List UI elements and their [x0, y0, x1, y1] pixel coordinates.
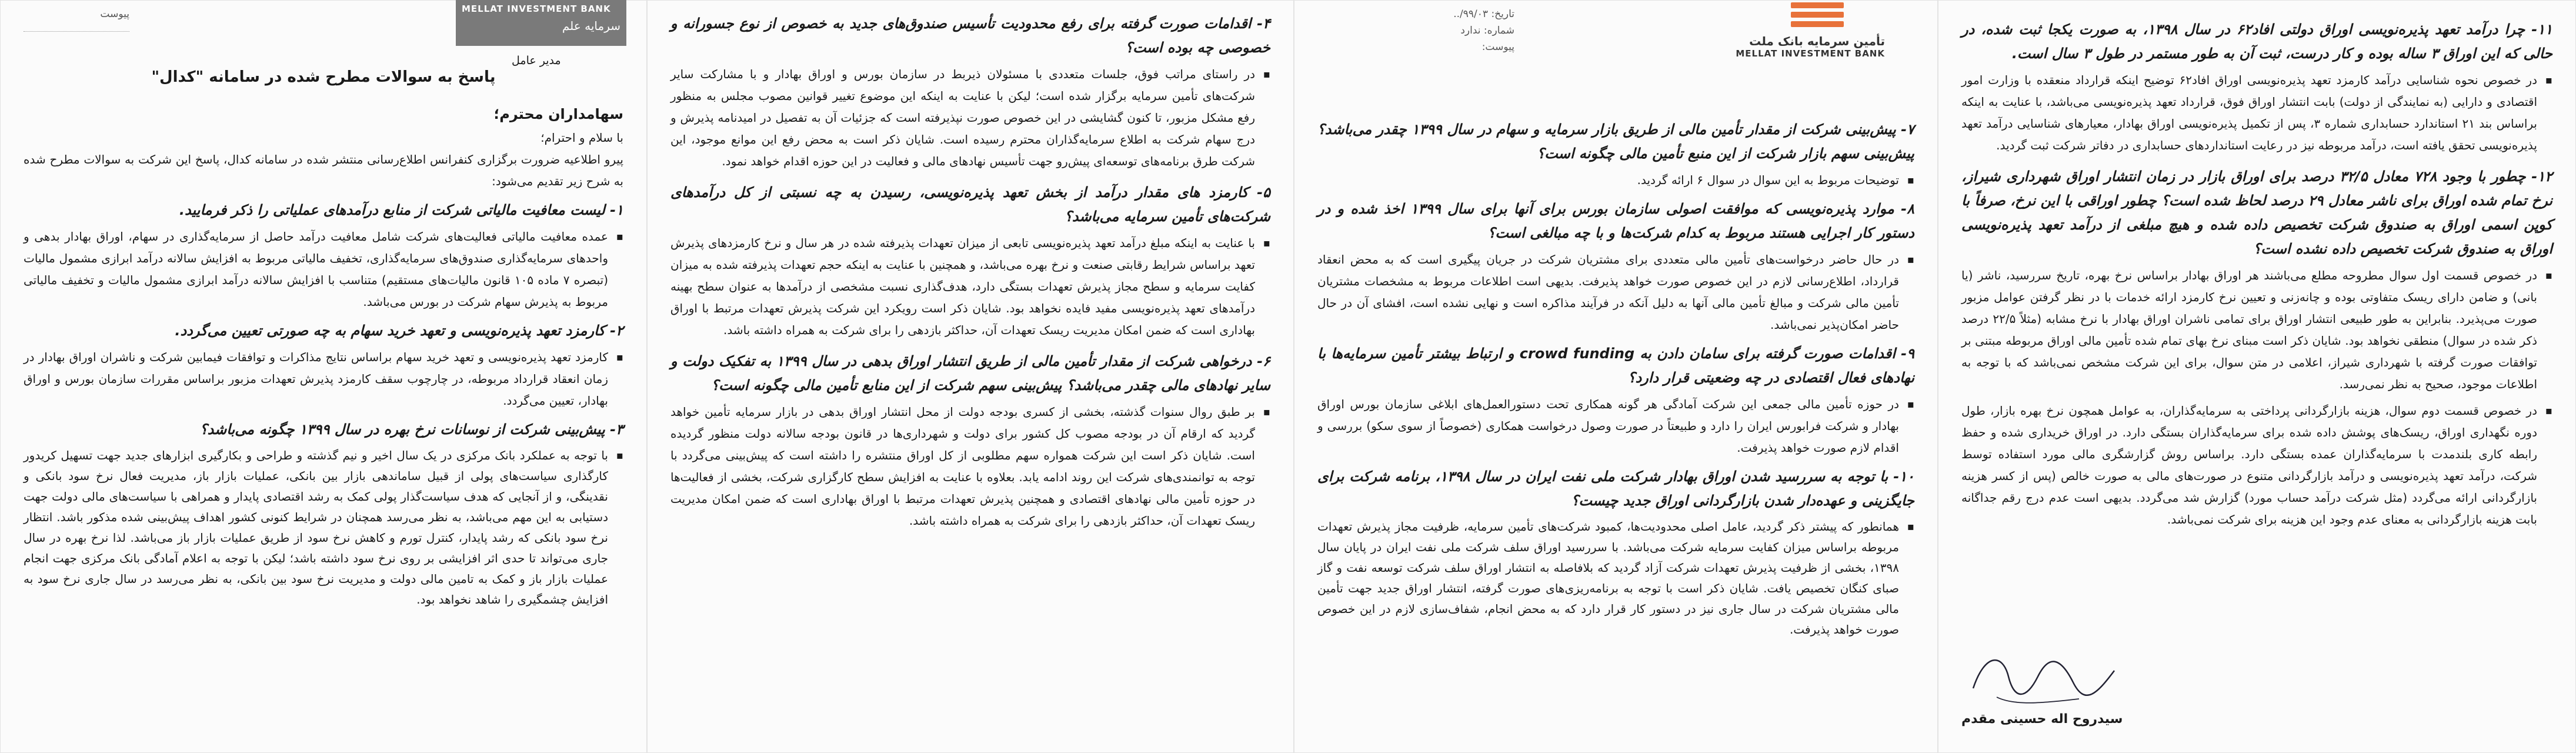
date-label: تاریخ: — [1491, 8, 1514, 20]
bank-name-fa: سرمایه علم — [562, 19, 620, 33]
answer-2: ▪ کارمزد تعهد پذیره‌نویسی و تعهد خرید سهام براساس نتایج مذاکرات و توافقات فیمابین شرکت و ناشران اوراق بهادار در زمان انعقاد قرارداد مربوطه، در چارچوب سقف کارمزد پذیرش تعهدات مزبور براساس مقررات سازمان بورس و اوراق بهادار، تعیین می‌گردد. — [24, 346, 623, 412]
page-title: پاسخ به سوالات مطرح شده در سامانه "کدال" — [151, 68, 496, 86]
document-page-2 — [647, 0, 1294, 753]
bank-logo — [456, 0, 626, 46]
attachment-label: پیوست: — [1481, 41, 1514, 53]
question-5: ۵- کارمزد های مقدار درآمد از بخش تعهد پذیره‌نویسی، رسیدن به چه نسبتی از کل درآمدهای شرکت‌های تأمین سرمایه می‌باشد؟ — [670, 184, 1270, 225]
question-9: ۹- اقدامات صورت گرفته برای سامان دادن به crowd funding و ارتباط بیشتر تأمین سرمایه‌ها با نهادهای فعال اقتصادی در چه وضعیتی قرار دارد؟ — [1317, 345, 1914, 386]
salutation: با سلام و احترام؛ — [540, 131, 623, 145]
answer-8: ▪ در حال حاضر درخواست‌های تأمین مالی متعددی برای مشتریان شرکت در جریان پیگیری است که به محض انعقاد قرارداد، اطلاع‌رسانی لازم در این خصوص صورت خواهد پذیرفت. بدیهی است اطلاعات مربوط به مشخصات مشتریان تأمین مالی شرکت و مبالغ تأمین مالی آنها به دلیل آنکه در فرآیند مذاکره است و نهایی نشده است، افشای آن در حال حاضر امکان‌پذیر نمی‌باشد. — [1317, 249, 1914, 336]
answer-5: ▪ با عنایت به اینکه مبلغ درآمد تعهد پذیره‌نویسی تابعی از میزان تعهدات پذیرفته شده در هر سال و نرخ کارمزدهای پذیرش تعهد براساس شرایط رقابتی صنعت و نرخ بهره می‌باشد، و همچنین با عنایت به اینکه حجم تعهدات پذیرفته شده به میزان کفایت سرمایه و سطح مجاز پذیرش تعهدات بستگی دارد، هدف‌گذاری نسبت مشخصی از درآمدها به عنوان سطح بهینه درآمدهای تعهد پذیره‌نویسی مفید فایده نخواهد بود. شایان ذکر است رویکرد این شرکت پذیرش تعهدات مرتبط با اوراق بهاداری است که ضمن امکان مدیریت ریسک تعهدات آن، حداکثر بازدهی را برای شرکت به همراه داشته باشد. — [670, 232, 1270, 341]
question-11: ۱۱- چرا درآمد تعهد پذیره‌نویسی اوراق دولتی افاد۶۲ در سال ۱۳۹۸، به صورت یکجا ثبت شده، در حالی که این اوراق ۳ ساله بوده و کار درست، ثبت آن به طور مستمر در طول ۳ سال است. — [1961, 21, 2553, 62]
manager-label: مدیر عامل — [512, 54, 561, 67]
signer-name: سیدروح اله حسینی مقدم — [1961, 712, 2123, 727]
answer-3: ▪ با توجه به عملکرد بانک مرکزی در یک سال اخیر و نیم گذشته و طراحی و بکارگیری ابزارهای جدید جهت تسهیل کریدور کارگذاری سیاست‌های پولی از قبیل ساماندهی بازار بین بانکی، عملیات بازار باز، مدیریت فعال نرخ سود بانکی و نقدینگی، و از آنجایی که هدف سیاست‌گذار پولی کمک به رشد اقتصادی پایدار و همراهی با سیاست‌های مالی دولت جهت دستیابی به این مهم می‌باشد، به نظر می‌رسد همچنان در شرایط کنونی کشور اهداف پیش‌بینی شده مذکور باشد. انتظار نرخ سود بانکی که رشد پایدار، کنترل تورم و کاهش نرخ سود از طریق عملیات بازار باز می‌باشد. لذا نرخ بهره در سال جاری می‌تواند تا حدی اثر افزایشی بر روی نرخ سود داشته باشد؛ لیکن با توجه به اعلام آمادگی بانک مرکزی جهت انجام عملیات بازار باز و کمک به تامین مالی دولت و مدیریت نرخ سود بین بانکی، به نظر می‌رسد در سال جاری نرخ سود به افزایش چشمگیری را شاهد نخواهد بود. — [24, 445, 623, 610]
answer-9: ▪ در حوزه تأمین مالی جمعی این شرکت آمادگی هر گونه همکاری تحت دستورالعمل‌های ابلاغی سازمان بورس اوراق بهادار و شرکت فرابورس ایران را دارد و طبیعتاً در صورت وصول درخواست همکاری (خصوصاً از سوی سکو) بررسی و اقدام لازم صورت خواهد پذیرفت. — [1317, 394, 1914, 459]
number-label: شماره: — [1483, 25, 1514, 36]
answer-6: ▪ بر طبق روال سنوات گذشته، بخشی از کسری بودجه دولت از محل انتشار اوراق بدهی در بازار سرمایه تأمین خواهد گردید که ارقام آن در بودجه مصوب کل کشور برای دولت و شهرداری‌ها در قانون بودجه سالانه دولت منظور گردیده است. شایان ذکر است این شرکت همواره سهم مطلوبی از کل اوراق منتشره را داشته است که پیش‌بینی می‌گردد با توجه به توانمندی‌های شرکت این روند ادامه یابد. بعلاوه با عنایت به افزایش سطح کارگزاری شرکت، بخشی از فعالیت‌ها در حوزه تأمین مالی نهادهای اقتصادی و همچنین پذیرش تعهدات مرتبط با اوراق بهاداری است که ضمن امکان مدیریت ریسک تعهدات آن، حداکثر بازدهی را برای شرکت به همراه داشته باشد. — [670, 401, 1270, 532]
attachment-field: پیوست — [0, 8, 129, 32]
bank-name-fa: تأمین سرمایه بانک ملت — [1749, 34, 1885, 48]
document-page-3 — [1294, 0, 1938, 753]
answer-1: ▪ عمده معافیت مالیاتی فعالیت‌های شرکت شامل معافیت درآمد حاصل از سرمایه‌گذاری در سهام، اوراق بهادار بدهی و واحدهای سرمایه‌گذاری صندوق‌های سرمایه‌گذاری، تخفیف مالیاتی مربوط به افزایش سالانه درآمد ابرازی مشمول مالیات (تبصره ۷ ماده ۱۰۵ قانون مالیات‌های مستقیم) متناسب با افزایش سالانه درآمد ابرازی مشمول مالیات و تخفیف مالیاتی مربوط به پذیرش سهام شرکت در بورس می‌باشد. — [24, 226, 623, 313]
question-10: ۱۰- با توجه به سررسید شدن اوراق بهادار شرکت ملی نفت ایران در سال ۱۳۹۸، برنامه شرکت برای جایگزینی و عهده‌دار شدن بازارگردانی اوراق جدید چیست؟ — [1317, 468, 1915, 509]
question-7: ۷- پیش‌بینی شرکت از مقدار تأمین مالی از طریق بازار سرمایه و سهام در سال ۱۳۹۹ چقدر می‌باشد؟ پیش‌بینی سهم بازار شرکت از این منبع تأمین مالی چگونه است؟ — [1317, 121, 1915, 162]
answer-12-part-2: ▪ در خصوص قسمت دوم سوال، هزینه بازارگردانی پرداختی به سرمایه‌گذاران، به عوامل همچون نرخ بهره بازار، طول دوره نگهداری اوراق، ریسک‌های پوشش داده شده برای سرمایه‌گذاران بستگی دارد. در اوراق خریداری شده و حفظ رابطه کاری بلندمدت با سرمایه‌گذاران عمده بستگی دارد. براساس روش گزارشگری مالی مورد استفاده توسط شرکت، درآمد تعهد پذیره‌نویسی و درآمد بازارگردانی متنوع در صورت‌های مالی به صورت خالص (پس از کسر هزینه بازارگردانی ارائه می‌گردد (مثل شرکت درآمد حساب مورد) گزارش شد می‌گردد. بدیهی است عدم درج رقم جداگانه بابت هزینه بازارگردانی به معنای عدم وجود این هزینه برای شرکت نمی‌باشد. — [1961, 400, 2552, 531]
answer-12-part-1: ▪ در خصوص قسمت اول سوال مطروحه مطلع می‌باشند هر اوراق بهادار براساس نرخ بهره، تاریخ سررسید، ناشر (یا بانی) و ضامن دارای ریسک متفاوتی بوده و چانه‌زنی و تعیین نرخ کارمزد ارائه خدمات با در نظر گرفتن عوامل مزبور صورت می‌پذیرد. بنابراین به طور طبیعی انتشار اوراق برای تمامی ناشران اوراق بهادار با نرخ مشابه (مثلاً ۲۲/۵ درصد ذکر شده در سوال) منطقی نخواهد بود. شایان ذکر است مبنای نرخ بهای تمام شده تأمین مالی اوراق مربوطه مبتنی بر توافقات صورت گرفته با شهرداری شیراز، اعلامی در متن سوال، برای این شرکت مشخص نمی‌باشد که با توجه به اطلاعات موجود، صحیح به نظر نمی‌رسد. — [1961, 265, 2552, 395]
mellat-logo-icon — [1791, 2, 1844, 34]
question-1: ۱- لیست معافیت مالیاتی شرکت از منابع درآمدهای عملیاتی را ذکر فرمایید. — [179, 202, 623, 218]
question-8: ۸- موارد پذیره‌نویسی که موافقت اصولی سازمان بورس برای آنها برای سال ۱۳۹۹ اخذ شده و در دستور کار اجرایی هستند مربوط به کدام شرکت‌ها و با چه مبالغی است؟ — [1317, 201, 1914, 241]
greeting: سهامداران محترم؛ — [493, 106, 623, 122]
bank-logo — [1685, 2, 1885, 59]
answer-10: ▪ همانطور که پیشتر ذکر گردید، عامل اصلی محدودیت‌ها، کمبود شرکت‌های تأمین سرمایه، ظرفیت مجاز پذیرش تعهدات مربوطه براساس میزان کفایت سرمایه شرکت می‌باشد. با سررسید اوراق سلف شرکت ملی نفت ایران در پایان سال ۱۳۹۸، بخشی از ظرفیت پذیرش تعهدات شرکت آزاد گردید که بلافاصله به انتشار اوراق سلف شرکت توسعه نفت و گاز صبای کنگان تخصیص یافت. شایان ذکر است با توجه به برنامه‌ریزی‌های صورت گرفته، انتشار اوراق جدید جهت تأمین مالی مشتریان شرکت در سال جاری نیز در دستور کار قرار دارد که به محض انجام، شفاف‌سازی لازم در این خصوص صورت خواهد پذیرفت. — [1317, 517, 1914, 640]
document-page-4 — [1938, 0, 2576, 753]
signature-icon — [1961, 641, 2150, 712]
answer-7: ▪ توضیحات مربوط به این سوال در سوال ۶ ارائه گردید. — [1317, 169, 1914, 191]
bank-name-en: MELLAT INVESTMENT BANK — [462, 4, 611, 14]
question-4: ۴- اقدامات صورت گرفته برای رفع محدودیت تأسیس صندوق‌های جدید به خصوص از نوع جسورانه و خصوصی چه بوده است؟ — [670, 15, 1270, 56]
question-12: ۱۲- چطور با وجود ۷۲۸ معادل ۳۲/۵ درصد برای اوراق بازار در زمان انتشار اوراق شهرداری شیراز، نرخ تمام شده اوراق برای ناشر معادل ۲۹ درصد لحاظ شده است؟ چطور اوراقی با این نرخ، صرفاً با کوپن اسمی اوراق به صندوق شرکت تخصیص داده شده و هیچ مبلغی از درآمد تعهد پذیره‌نویسی اوراق به صندوق شرکت تخصیص داده نشده است؟ — [1961, 168, 2553, 257]
page3-content — [1317, 112, 1914, 645]
date-value: ۹۹/۰۳/.. — [1453, 8, 1489, 20]
number-value: ندارد — [1460, 25, 1481, 36]
page4-content — [1961, 12, 2552, 535]
intro-paragraph: پیرو اطلاعیه ضرورت برگزاری کنفرانس اطلاع‌رسانی منتشر شده در سامانه کدال، پاسخ این شرکت به سوالات مطرح شده به شرح زیر تقدیم می‌شود: — [24, 152, 623, 188]
letter-meta — [1453, 6, 1514, 55]
bank-name-en: MELLAT INVESTMENT BANK — [1736, 48, 1885, 59]
page1-content — [24, 106, 623, 615]
document-page-1 — [0, 0, 647, 753]
page2-content — [670, 6, 1270, 537]
question-3: ۳- پیش‌بینی شرکت از نوسانات نرخ بهره در سال ۱۳۹۹ چگونه می‌باشد؟ — [199, 421, 623, 438]
answer-4: ▪ در راستای مراتب فوق، جلسات متعددی با مسئولان ذیربط در سازمان بورس و اوراق بهادار و با مشارکت سایر شرکت‌های تأمین سرمایه برگزار شده است؛ لیکن با عنایت به اینکه این موضوع تغییر قوانین مصوب مجلس به منظور رفع مشکل مزبور، تا کنون گشایشی در این خصوص صورت نپذیرفته است که جزئیات آن به تفصیل در امیدنامه پذیرش و درج سهام شرکت به اطلاع سرمایه‌گذاران محترم رسیده است. شایان ذکر است به محض رفع این موانع موجود، این شرکت طرق برنامه‌های توسعه‌ای پیش‌رو جهت تأسیس نهادهای مالی و فعالیت در این حوزه اقدام خواهد نمود. — [670, 64, 1270, 172]
answer-11: ▪ در خصوص نحوه شناسایی درآمد کارمزد تعهد پذیره‌نویسی اوراق افاد۶۲ توضیح اینکه قرارداد منعقده با وزارت امور اقتصادی و دارایی (به نمایندگی از دولت) بابت انتشار اوراق فوق، قرارداد تعهد پذیره‌نویسی می‌باشد، با عنایت به اینکه براساس بند ۲۱ استاندارد حسابداری شماره ۳، پس از تکمیل پذیره‌نویسی اوراق بهادار، معیارهای شناسایی درآمد تعهد پذیره‌نویسی تحقق یافته است، درآمد مربوطه نیز در رعایت استانداردهای حسابداری در دفاتر شرکت ثبت گردید. — [1961, 69, 2552, 156]
question-2: ۲- کارمزد تعهد پذیره‌نویسی و تعهد خرید سهام به چه صورتی تعیین می‌گردد. — [175, 322, 623, 339]
question-6: ۶- درخواهی شرکت از مقدار تأمین مالی از طریق انتشار اوراق بدهی در سال ۱۳۹۹ به تفکیک دولت و سایر نهادهای مالی چقدر می‌باشد؟ پیش‌بینی سهم شرکت از این منابع تأمین مالی چگونه است؟ — [670, 353, 1270, 394]
